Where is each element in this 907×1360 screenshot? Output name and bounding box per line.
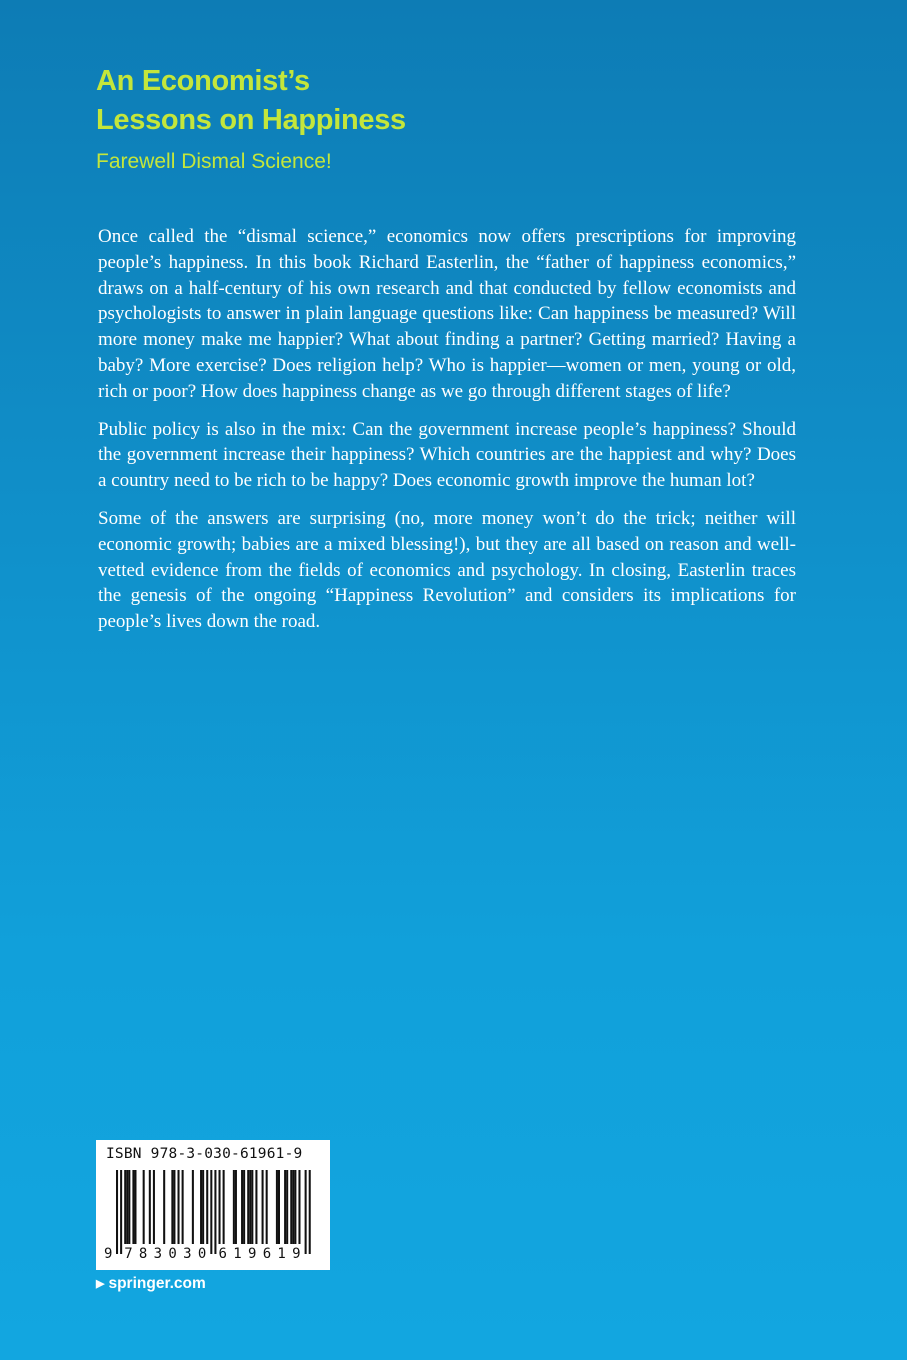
barcode-bar <box>276 1170 278 1244</box>
blurb-paragraph-3: Some of the answers are surprising (no, more money won’t do the trick; neither will economic growth; babies are a mixed blessing!), but they are all based on reason and well-vetted evidence from the fields of economics and psychology. In closing, Easterlin traces the genesis of the ongoing “Happiness Revolution” and considers its implications for people’s lives down the road. <box>98 507 796 633</box>
barcode-bar <box>219 1170 221 1244</box>
barcode-bar <box>223 1170 225 1244</box>
barcode-bar <box>278 1170 280 1244</box>
barcode-bar <box>120 1170 122 1254</box>
barcode-digits-right: 619619 <box>218 1246 301 1262</box>
barcode-bar <box>143 1170 145 1244</box>
barcode-bar <box>192 1170 194 1244</box>
barcode-digit-lead: 9 <box>104 1246 113 1262</box>
book-subtitle: Farewell Dismal Science! <box>96 150 332 173</box>
barcode-bar <box>214 1170 216 1254</box>
triangle-right-icon: ▶ <box>96 1278 105 1290</box>
blurb-paragraph-2: Public policy is also in the mix: Can the government increase people’s happiness? Should the government increase their happiness? Which countries are the happiest and why? Does a country need to be rich to be happy? Does economic growth improve the human lot? <box>98 418 796 492</box>
publisher-link[interactable] <box>96 1275 206 1293</box>
barcode-bar <box>233 1170 235 1244</box>
barcode-bar <box>206 1170 208 1244</box>
barcode-bar <box>255 1170 257 1244</box>
barcode-bar <box>124 1170 126 1244</box>
barcode-bar <box>153 1170 155 1244</box>
barcode-bar <box>163 1170 165 1244</box>
barcode-bar <box>262 1170 264 1244</box>
barcode-bar <box>294 1170 296 1244</box>
book-title-line-2: Lessons on Happiness <box>96 104 406 136</box>
barcode-bar <box>235 1170 237 1244</box>
book-title <box>96 62 406 140</box>
blurb <box>98 224 796 647</box>
barcode-bar <box>200 1170 202 1244</box>
barcode-bar <box>182 1170 184 1244</box>
barcode-bar <box>126 1170 128 1244</box>
barcode-bar <box>298 1170 300 1244</box>
barcode-bar <box>290 1170 292 1244</box>
book-title-line-1: An Economist’s <box>96 65 310 97</box>
isbn-label: ISBN 978-3-030-61961-9 <box>106 1146 303 1162</box>
barcode-bar <box>241 1170 243 1244</box>
barcode-bar <box>309 1170 311 1254</box>
barcode-bar <box>171 1170 173 1244</box>
barcode <box>96 1140 330 1270</box>
barcode-bar <box>292 1170 294 1244</box>
barcode-bar <box>210 1170 212 1254</box>
barcode-bar <box>202 1170 204 1244</box>
barcode-bar <box>134 1170 136 1244</box>
barcode-bar <box>266 1170 268 1244</box>
barcode-bar <box>173 1170 175 1244</box>
barcode-bar <box>149 1170 151 1244</box>
barcode-digits-left: 783030 <box>124 1246 207 1262</box>
barcode-bar <box>305 1170 307 1254</box>
barcode-bar <box>286 1170 288 1244</box>
barcode-bar <box>284 1170 286 1244</box>
barcode-bar <box>247 1170 249 1244</box>
barcode-bar <box>128 1170 130 1244</box>
publisher-url: springer.com <box>108 1275 206 1292</box>
barcode-bar <box>249 1170 251 1244</box>
barcode-bar <box>243 1170 245 1244</box>
barcode-bar <box>132 1170 134 1244</box>
barcode-bar <box>178 1170 180 1244</box>
blurb-paragraph-1: Once called the “dismal science,” economics now offers prescriptions for improving people’s happiness. In this book Richard Easterlin, the “father of happiness economics,” draws on a half-century of his own research and that conducted by fellow economists and psychologists to answer in plain language questions like: Can happiness be measured? Will more money make me happier? What about finding a partner? Getting married? Having a baby? More exercise? Does religion help? Who is happier—women or men, young or old, rich or poor? How does happiness change as we go through different stages of life? <box>98 226 796 402</box>
barcode-bar <box>251 1170 253 1244</box>
isbn-barcode-box <box>96 1140 330 1270</box>
barcode-bar <box>116 1170 118 1254</box>
